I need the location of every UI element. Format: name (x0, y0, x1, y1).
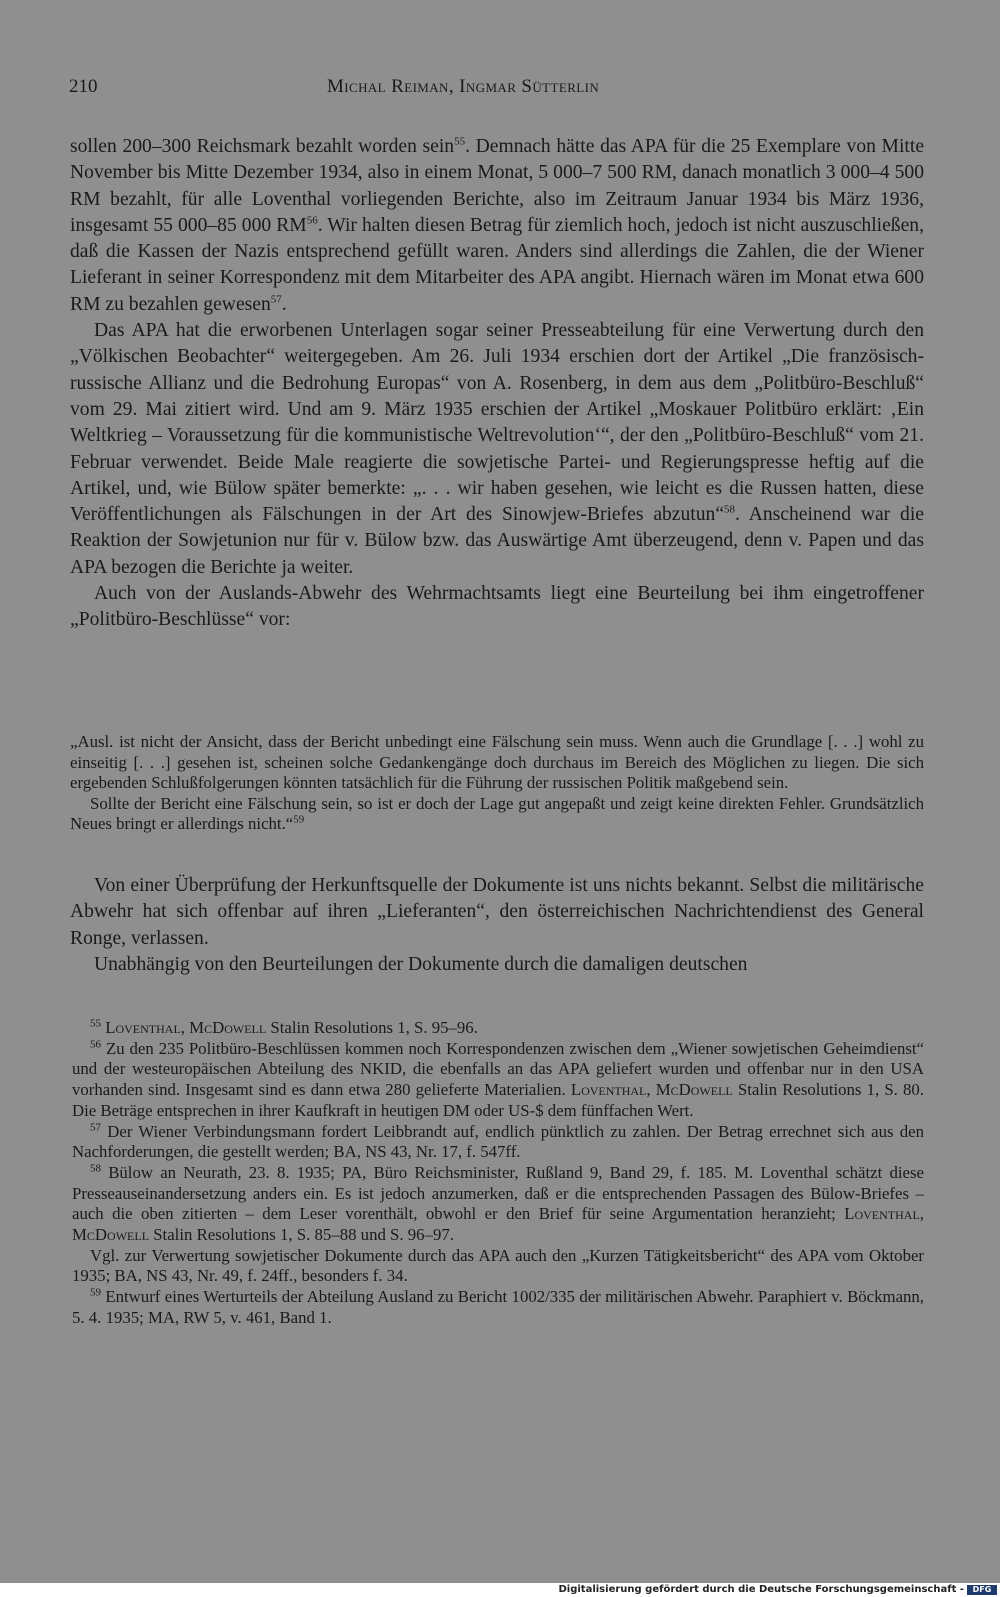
footnote-ref: 55 (454, 135, 466, 148)
text-run: Bülow an Neurath, 23. 8. 1935; PA, Büro Reichsminister, Rußland 9, Band 29, f. 185. M. Loventhal schätzt diese Presseauseinandersetzung anders ein. Es ist jedoch anzumerken, daß er die entsprechenden Passagen des Bülow-Briefes – auch die oben zitierten – dem Leser vorenthält, obwohl er den Brief für seine Argumentation heranzieht; (72, 1162, 924, 1224)
paragraph (70, 134, 924, 318)
quote-paragraph: „Ausl. ist nicht der Ansicht, dass der Bericht unbedingt eine Fälschung sein muss. Wenn auch die Grundlage [. . .] wohl zu einseitig [. . .] gesehen ist, scheinen solche Gedankengänge doch durchaus im Bereich des Möglichen zu liegen. Die sich ergebenden Schlußfolgerungen könnten tatsächlich für die Führung der russischen Politik maßgebend sein. (70, 732, 924, 793)
footnote-number: 56 (90, 1038, 101, 1051)
paragraph: Von einer Überprüfung der Herkunftsquelle der Dokumente ist uns nichts bekannt. Selbst die militärische Abwehr hat sich offenbar auf ihren „Lieferanten“, den österreichischen Nachrichtendienst des General Ronge, verlassen. (70, 875, 924, 949)
block-quote (70, 732, 924, 835)
footnote-ref: 57 (270, 293, 282, 306)
quote-paragraph (70, 794, 924, 835)
dfg-credit: Digitalisierung gefördert durch die Deutsche Forschungsgemeinschaft - (558, 1584, 964, 1595)
text-run: Zu den 235 Politbüro-Beschlüssen kommen noch Korrespondenzen zwischen dem „Wiener sowjetischen Geheimdienst“ und der westeuropäischen Abteilung des NKID, die ebenfalls an das APA geliefert wurden und offenbar nur in den USA vorhanden sind. Insgesamt sind es dann etwa 280 gelieferte Materialien. (72, 1038, 924, 1100)
text-run: Das APA hat die erworbenen Unterlagen sogar seiner Presseabteilung für eine Verwertung durch den „Völkischen Beobachter“ weitergegeben. Am 26. Juli 1934 erschien dort der Artikel „Die französisch-russische Allianz und die Bedrohung Europas“ von A. Rosenberg, in dem aus dem „Politbüro-Beschluß“ vom 29. Mai zitiert wird. Und am 9. März 1935 erschien der Artikel „Moskauer Politbüro erklärt: ‚Ein Weltkrieg – Voraussetzung für die kommunistische Weltrevolution‘“, der den „Politbüro-Beschluß“ vom 21. Februar verwendet. Beide Male reagierte die sowjetische Partei- und Regierungspresse heftig auf die Artikel, und, wie Bülow später bemerkte: „. . . wir haben gesehen, wie leicht es die Russen hatten, diese Veröffentlichungen als Fälschungen in der Art des Sinowjew-Briefes abzutun“ (70, 320, 924, 526)
footnote-number: 55 (90, 1017, 101, 1030)
text-run: . Wir halten diesen Betrag für ziemlich hoch, jedoch ist nicht auszuschließen, daß die Kassen der Nazis entsprechend gefüllt waren. Anders sind allerdings die Zahlen, die der Wiener Lieferant in seiner Korrespondenz mit dem Mitarbeiter des APA angibt. Hiernach wären im Monat etwa 600 RM zu bezahlen gewesen (70, 214, 924, 315)
footnotes (72, 1018, 924, 1329)
text-run: . Anscheinend war die Reaktion der Sowjetunion nur für v. Bülow bzw. das Auswärtige Amt überzeugend, denn v. Papen und das APA bezogen die Berichte ja weiter. (70, 504, 924, 578)
text-run: sollen 200–300 Reichsmark bezahlt worden sein (70, 136, 455, 157)
footnote (72, 1163, 924, 1246)
footnote (72, 1039, 924, 1122)
page-header (69, 76, 924, 106)
main-text-continued (70, 873, 924, 978)
author-names: Loventhal, McDowell (105, 1018, 267, 1037)
paragraph: Unabhängig von den Beurteilungen der Dokumente durch die damaligen deutschen (94, 953, 748, 975)
text-run: Der Wiener Verbindungsmann fordert Leibbrandt auf, endlich pünktlich zu zahlen. Der Betrag errechnet sich aus den Nachforderungen, die gestellt werden; BA, NS 43, Nr. 17, f. 547ff. (72, 1121, 924, 1162)
author-names: Loventhal, McDowell (72, 1204, 924, 1245)
running-head: Michal Reiman, Ingmar Sütterlin (327, 76, 600, 97)
footnote-number: 59 (90, 1286, 101, 1299)
footnote-ref: 56 (306, 214, 318, 227)
text-run: Stalin Resolutions 1, S. 80. Die Beträge entsprechen in ihrer Kaufkraft in heutigen DM oder US-$ dem fünffachen Wert. (72, 1080, 924, 1120)
text-run: Sollte der Bericht eine Fälschung sein, so ist er doch der Lage gut angepaßt und zeigt keine direkten Fehler. Grundsätzlich Neues bringt er allerdings nicht.“ (70, 793, 924, 834)
footnote-ref: 59 (293, 813, 305, 826)
text-run: Stalin Resolutions 1, S. 95–96. (266, 1018, 478, 1037)
footnote-number: 57 (90, 1120, 101, 1133)
page-number: 210 (69, 76, 98, 97)
footnote-ref: 58 (724, 503, 736, 516)
text-run: . (281, 293, 287, 315)
digitization-footer (0, 1583, 1000, 1597)
text-run: . Demnach hätte das APA für die 25 Exemplare von Mitte November bis Mitte Dezember 1934, also in einem Monat, 5 000–7 500 RM, danach monatlich 3 000–4 500 RM bezahlt, für alle Loventhal vorliegenden Berichte, also im Zeitraum Januar 1934 bis März 1936, insgesamt 55 000–85 000 RM (70, 136, 925, 236)
footnote (72, 1018, 924, 1039)
footnote (72, 1122, 924, 1163)
author-names: Loventhal, McDowell (570, 1080, 733, 1100)
footnote (72, 1287, 924, 1328)
paragraph: Auch von der Auslands-Abwehr des Wehrmachtsamts liegt eine Beurteilung bei ihm eingetroffener „Politbüro-Beschlüsse“ vor: (70, 583, 924, 631)
dfg-logo-icon: DFG (967, 1585, 997, 1595)
text-run: Stalin Resolutions 1, S. 85–88 und S. 96–97. (149, 1225, 454, 1245)
footnote-number: 58 (90, 1162, 101, 1175)
footnote-continuation: Vgl. zur Verwertung sowjetischer Dokumente durch das APA auch den „Kurzen Tätigkeitsbericht“ des APA vom Oktober 1935; BA, NS 43, Nr. 49, f. 24ff., besonders f. 34. (72, 1245, 924, 1286)
paragraph (70, 318, 924, 581)
text-run: Entwurf eines Werturteils der Abteilung Ausland zu Bericht 1002/335 der militärischen Abwehr. Paraphiert v. Böckmann, 5. 4. 1935; MA, RW 5, v. 461, Band 1. (72, 1287, 924, 1327)
main-text (70, 134, 924, 634)
